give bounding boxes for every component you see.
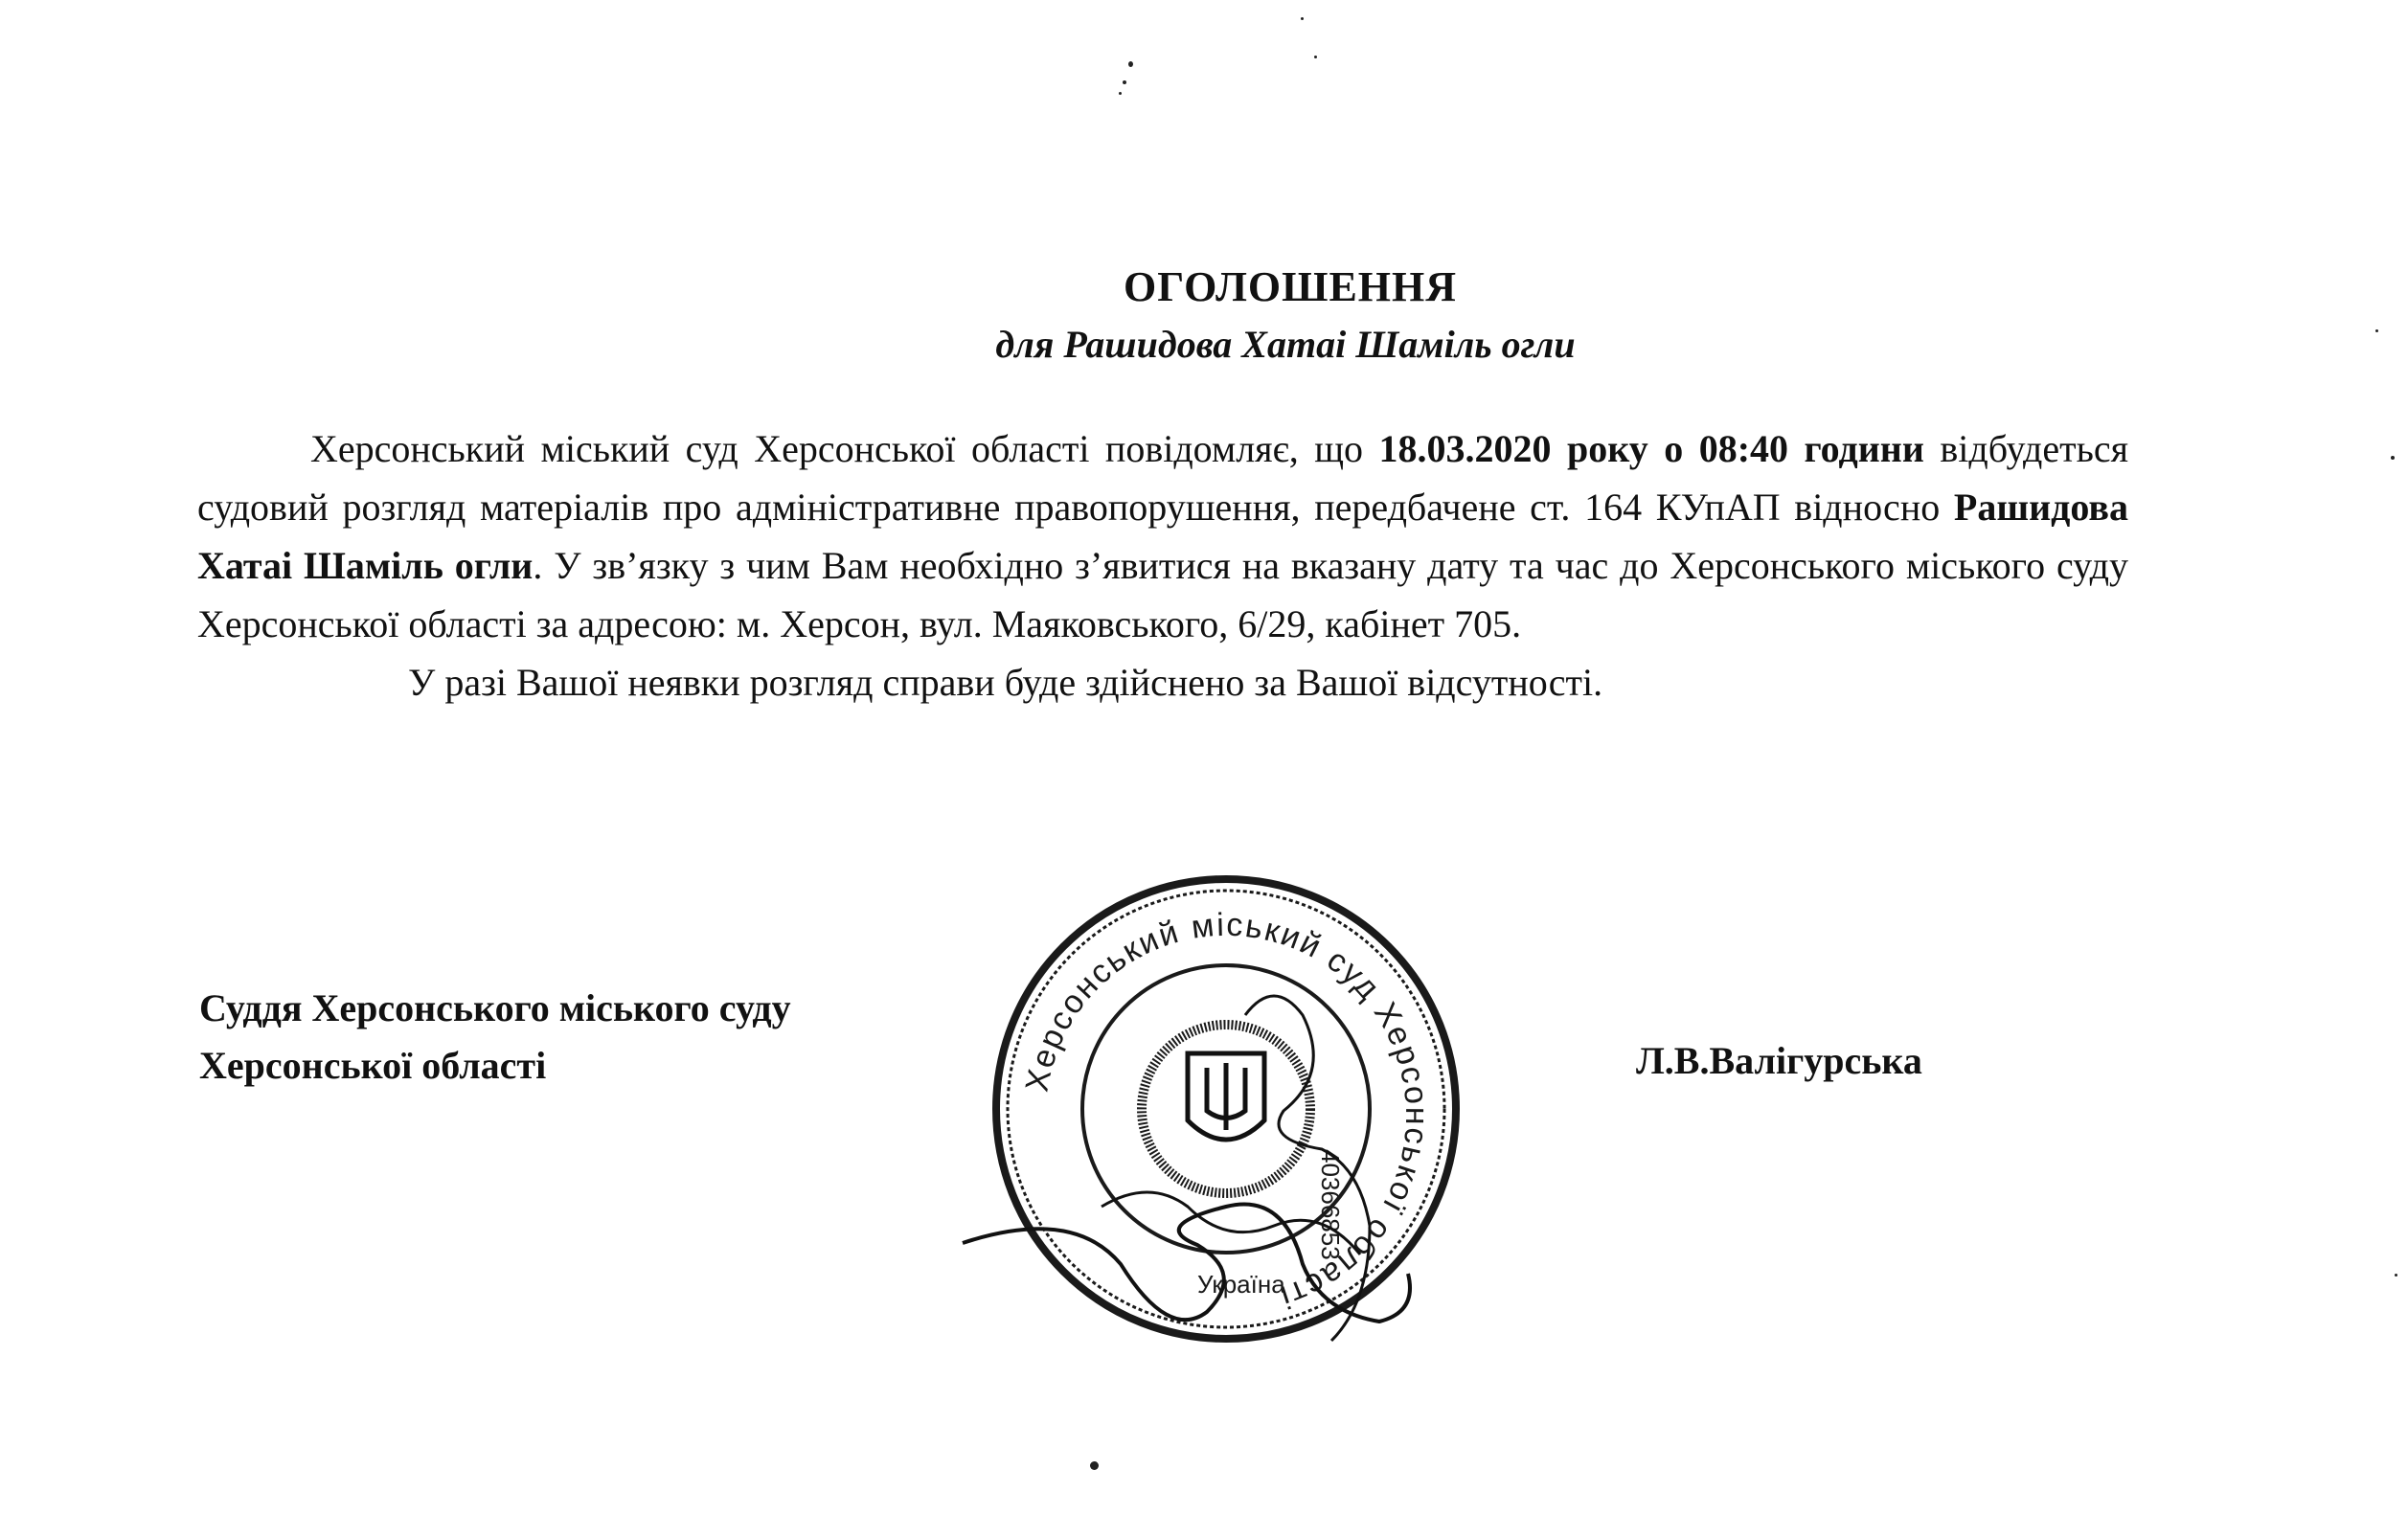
announcement-subtitle: для Рашидова Хатаі Шаміль огли (995, 323, 1576, 366)
body-text-intro: Херсонський міський суд Херсонської області повідомляє, що (310, 427, 1379, 470)
judge-position-line-1: Суддя Херсонського міського суду (199, 986, 791, 1029)
defendant-name: Рашидова Хатаі Шаміль огли (197, 486, 2128, 587)
judge-name: Л.В.Валігурська (1636, 1039, 1922, 1082)
body-paragraph-2: У разі Вашої неявки розгляд справи буде здійснено за Вашої відсутності. (408, 661, 1603, 704)
judge-position-line-2: Херсонської області (199, 1044, 547, 1087)
announcement-heading (0, 259, 2408, 373)
seal-code: 40366853 (1316, 1149, 1345, 1260)
seal-outer-text: Херсонський міський суд Херсонської області (1018, 906, 1436, 1316)
trident-emblem-icon (1188, 1053, 1264, 1140)
body-text-middle: відбудеться судовий розгляд матеріалів про адміністративне правопорушення, передбачене ст. 164 КУпАП відносно (197, 427, 2129, 529)
seal-country: Україна (1197, 1270, 1285, 1299)
scan-speck (2391, 456, 2395, 460)
body-text-end: . У зв’язку з чим Вам необхідно з’явитися на вказану дату та час до Херсонського міського суду Херсонської області за адресою: м. Херсон, вул. Маяковського, 6/29, кабінет 705. (197, 544, 2129, 645)
hearing-date-time: 18.03.2020 року о 08:40 години (1378, 427, 1924, 470)
scan-speck (1314, 56, 1317, 58)
scan-speck (1301, 17, 1304, 20)
body-paragraph-1 (197, 419, 2128, 653)
scan-speck (1123, 80, 1126, 84)
scan-speck (2395, 1274, 2397, 1277)
scan-speck (1090, 1461, 1099, 1470)
judge-position (199, 980, 791, 1095)
announcement-body (197, 419, 2128, 712)
scan-speck (1128, 61, 1133, 67)
scan-speck (1119, 92, 1122, 95)
announcement-title: ОГОЛОШЕННЯ (1123, 263, 1458, 310)
court-seal-stamp (958, 862, 1494, 1360)
